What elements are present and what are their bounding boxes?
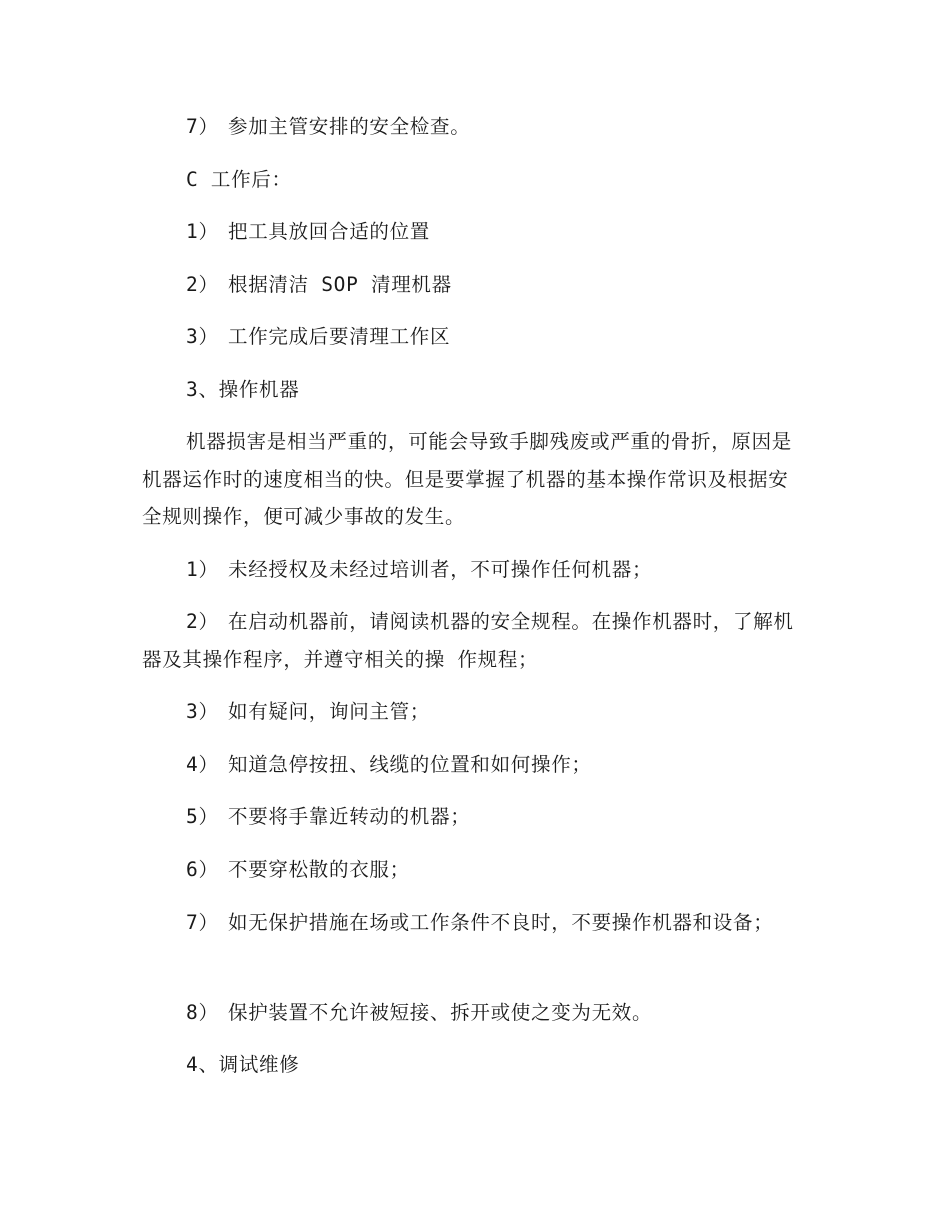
item-text: 参加主管安排的安全检查。 [228,115,471,138]
item-text: 在启动机器前，请阅读机器的安全规程。在操作机器时，了解机器及其操作程序，并遵守相关的操 作规程； [142,610,794,671]
section-heading [142,1046,796,1084]
item-number: 5） [186,805,219,828]
list-item [142,213,796,251]
item-text: 根据清洁 SOP 清理机器 [228,273,452,296]
list-item [142,798,796,836]
list-item [142,266,796,304]
item-text: 3、操作机器 [186,378,300,401]
item-text: 把工具放回合适的位置 [228,220,431,243]
body-paragraph [142,423,796,536]
item-number: 1） [186,220,219,243]
item-number: 3） [186,700,219,723]
item-number: 6） [186,858,219,881]
list-item [142,108,796,146]
item-text: 机器损害是相当严重的，可能会导致手脚残废或严重的骨折，原因是机器运作时的速度相当的快。但是要掌握了机器的基本操作常识及根据安全规则操作，便可减少事故的发生。 [142,430,793,528]
item-number: 1） [186,558,219,581]
item-number: 2） [186,610,219,633]
list-item [142,603,796,678]
item-text: 不要穿松散的衣服； [228,858,410,881]
item-number: 4） [186,753,219,776]
item-number: 2） [186,273,219,296]
item-number: 7） [186,911,219,934]
item-text: 知道急停按扭、线缆的位置和如何操作； [228,753,592,776]
section-heading [142,371,796,409]
item-text: 工作完成后要清理工作区 [228,325,451,348]
list-item [142,851,796,889]
item-text: 4、调试维修 [186,1053,300,1076]
item-number: 3） [186,325,219,348]
item-text: 不要将手靠近转动的机器； [228,805,471,828]
item-text: 未经授权及未经过培训者，不可操作任何机器； [228,558,653,581]
list-item [142,551,796,589]
list-item [142,994,796,1032]
item-number: 8） [186,1001,219,1024]
list-item [142,746,796,784]
list-item [142,693,796,731]
item-text: 如无保护措施在场或工作条件不良时，不要操作机器和设备； [228,911,774,934]
item-text: C 工作后： [186,168,292,191]
item-number: 7） [186,115,219,138]
item-text: 保护装置不允许被短接、拆开或使之变为无效。 [228,1001,653,1024]
list-item [142,318,796,356]
item-text: 如有疑问，询问主管； [228,700,431,723]
list-item [142,904,796,942]
section-subheading [142,161,796,199]
